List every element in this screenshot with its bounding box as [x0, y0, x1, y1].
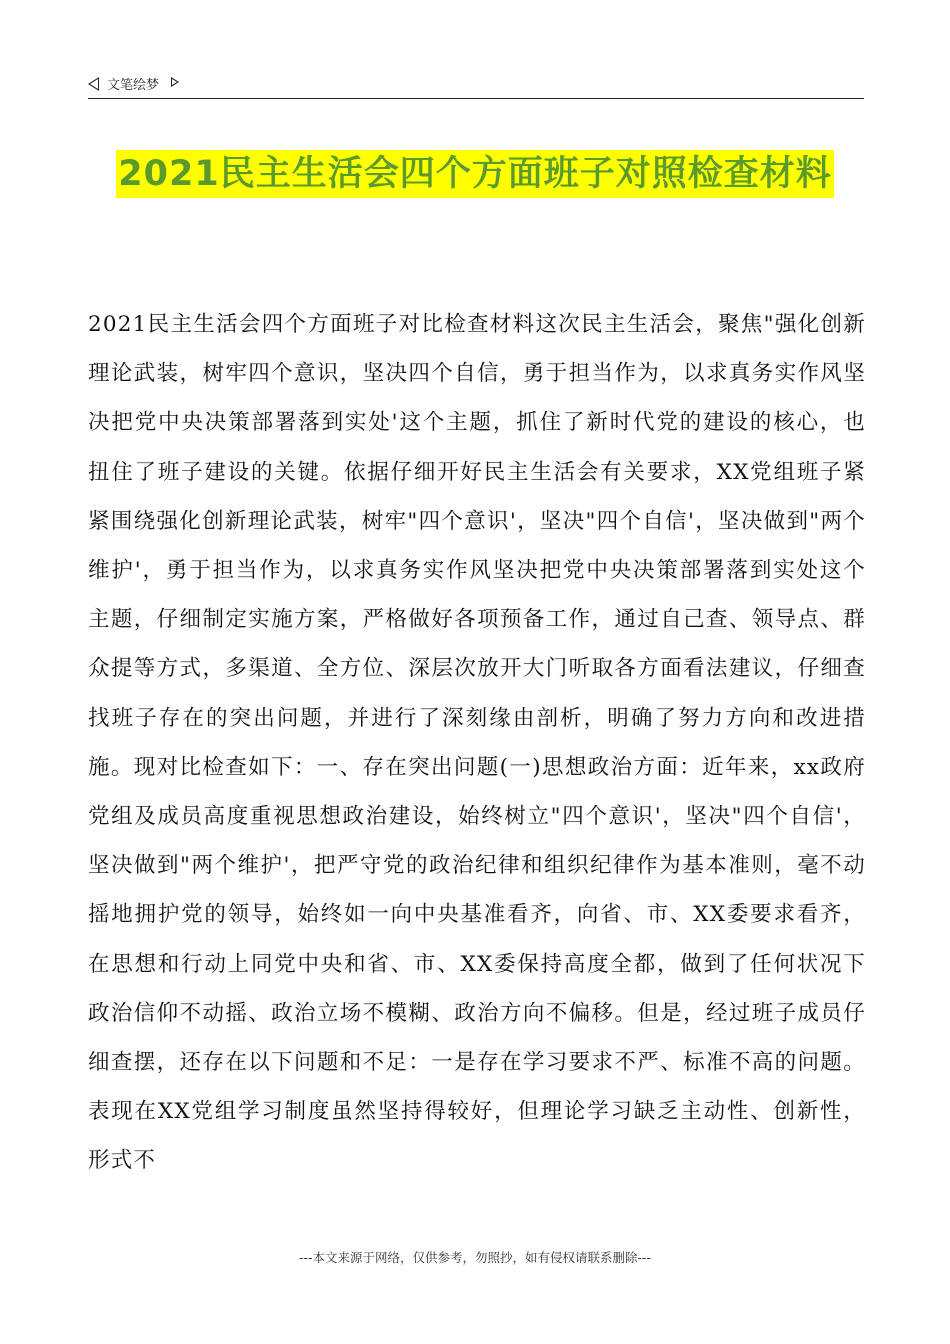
header-label: 文笔绘梦 [107, 78, 160, 93]
document-title: 2021民主生活会四个方面班子对照检查材料 [116, 150, 833, 198]
page-footer: ---本文来源于网络，仅供参考，勿照抄，如有侵权请联系删除--- [298, 1250, 652, 1265]
right-triangle-icon [171, 77, 179, 87]
page-header [88, 72, 864, 99]
document-body: 2021民主生活会四个方面班子对比检查材料这次民主生活会，聚焦"强化创新理论武装，树牢四个意识，坚决四个自信，勇于担当作为，以求真务实作风坚决把党中央决策部署落到实处'这个主题，抓住了新时代党的建设的核心，也扭住了班子建设的关键。依据仔细开好民主生活会有关要求，XX党组班子紧紧围绕强化创新理论武装，树牢"四个意识'，坚决"四个自信'，坚决做到"两个维护'，勇于担当作为，以求真务实作风坚决把党中央决策部署落到实处这个主题，仔细制定实施方案，严格做好各项预备工作，通过自己查、领导点、群众提等方式，多渠道、全方位、深层次放开大门听取各方面看法建议，仔细查找班子存在的突出问题，并进行了深刻缘由剖析，明确了努力方向和改进措施。现对比检查如下：一、存在突出问题(一)思想政治方面：近年来，xx政府党组及成员高度重视思想政治建设，始终树立"四个意识'，坚决"四个自信'，坚决做到"两个维护'，把严守党的政治纪律和组织纪律作为基本准则，毫不动摇地拥护党的领导，始终如一向中央基准看齐，向省、市、XX委要求看齐，在思想和行动上同党中央和省、市、XX委保持高度全都，做到了任何状况下政治信仰不动摇、政治立场不模糊、政治方向不偏移。但是，经过班子成员仔细查摆，还存在以下问题和不足：一是存在学习要求不严、标准不高的问题。表现在XX党组学习制度虽然坚持得较好，但理论学习缺乏主动性、创新性，形式不 [88, 312, 866, 1174]
left-triangle-icon [88, 77, 99, 91]
title-container [0, 150, 950, 198]
header-brand [88, 74, 179, 93]
